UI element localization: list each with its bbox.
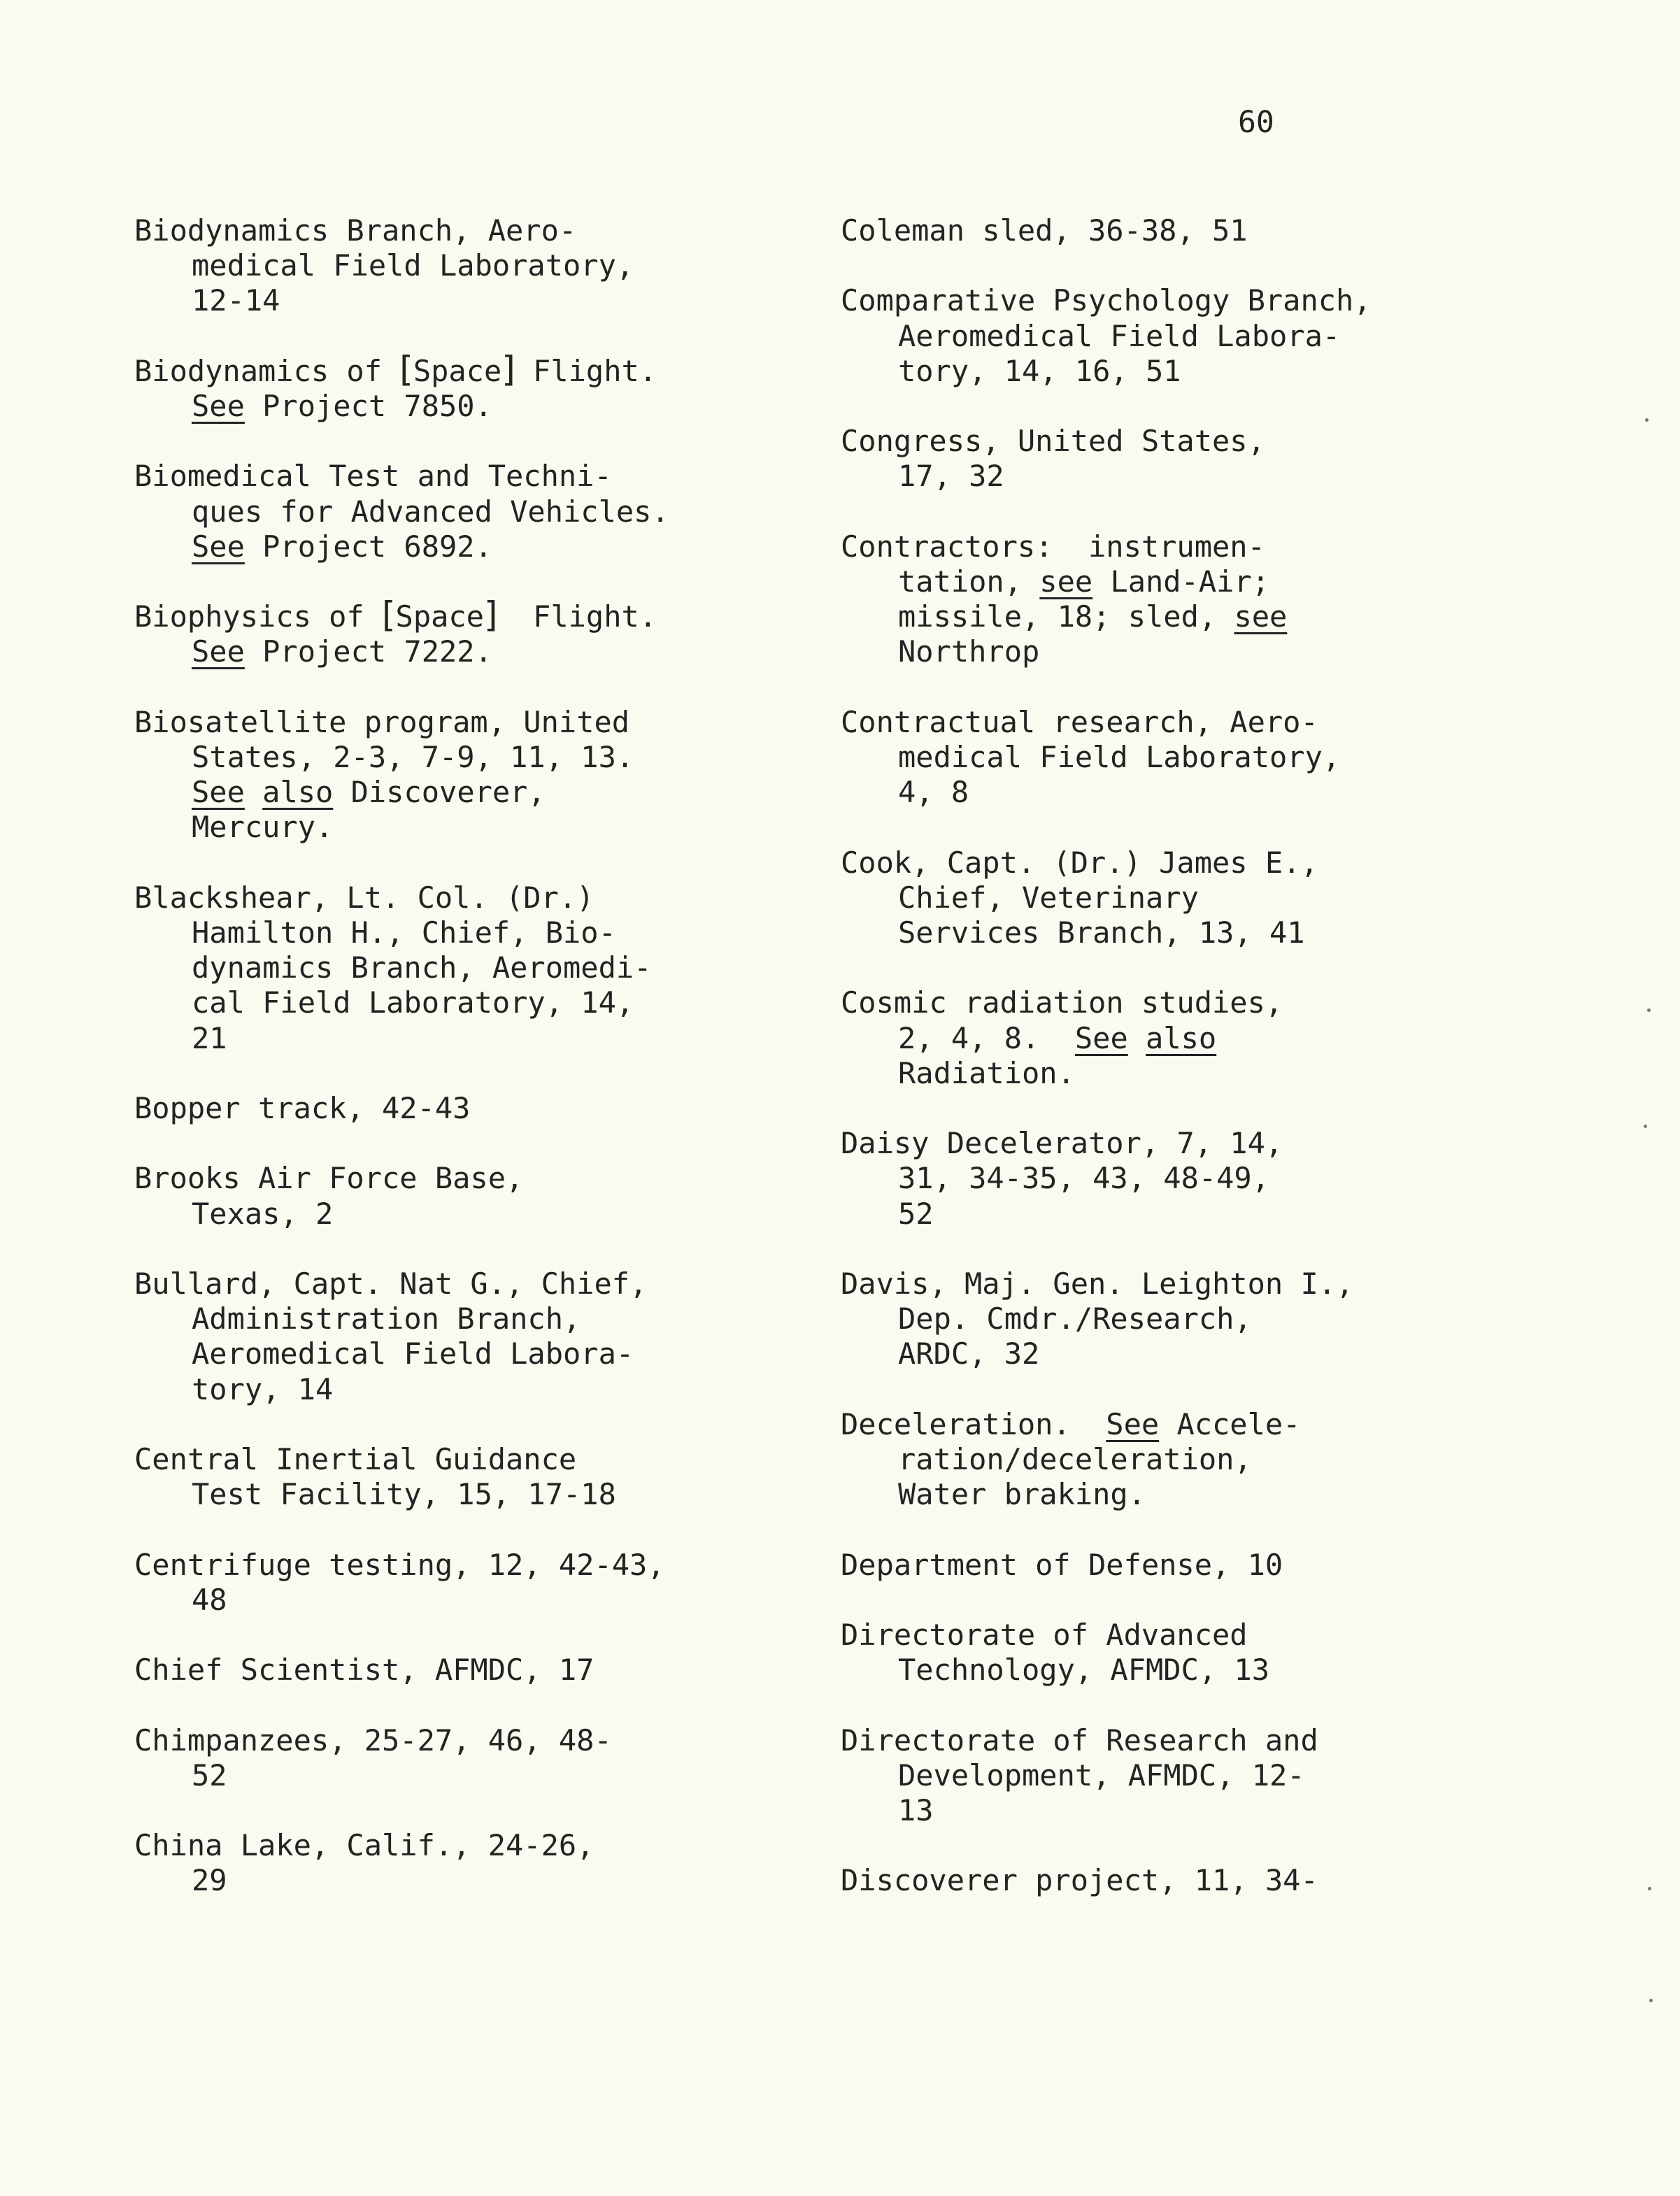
see-reference: See [192,634,245,669]
index-entry-coleman-sled: Coleman sled, 36-38, 51 [841,213,1248,248]
index-entry-brooks-afb: Brooks Air Force Base, Texas, 2 [134,1161,524,1231]
see-reference: See [192,389,245,423]
index-column-left [134,213,904,1899]
page-ref-18: 18 [1057,599,1093,634]
see-reference: See [1074,1020,1128,1055]
scan-speck [1645,418,1649,422]
index-entry-central-inertial-guidance: Central Inertial Guidance Test Facility, 15, 17-18 [134,1441,616,1512]
index-entry-comparative-psychology: Comparative Psychology Branch, Aeromedical Field Labora- tory, 14, 16, 51 [841,283,1372,388]
bracket-open: [ [382,594,396,636]
see-reference: See [1106,1406,1160,1441]
index-entry-congress: Congress, United States, 17, 32 [841,424,1265,494]
index-entry-biomedical-test: Biomedical Test and Techni- ques for Advanced Vehicles. See Project 6892. [134,459,669,564]
index-entry-contractors: Contractors: instrumen- tation, see Land-Air; missile, 18; sled, see Northrop [841,529,1288,669]
bracket-close: ] [483,594,498,636]
index-entry-chief-scientist: Chief Scientist, AFMDC, 17 [134,1653,595,1688]
index-entry-cook: Cook, Capt. (Dr.) James E., Chief, Veterinary Services Branch, 13, 41 [841,845,1318,950]
index-entry-chimpanzees: Chimpanzees, 25-27, 46, 48- 52 [134,1723,612,1792]
see-reference: See [192,775,245,810]
index-entry-biophysics-of-space-flight: Biophysics of [Space] Flight. See Project 7222. [134,594,657,669]
scan-speck [1648,1887,1651,1890]
see-reference: see [1234,599,1288,634]
index-entry-china-lake: China Lake, Calif., 24-26, 29 [134,1828,595,1898]
index-entry-department-of-defense: Department of Defense, 10 [841,1547,1283,1582]
index-entry-cosmic-radiation: Cosmic radiation studies, 2, 4, 8. See also Radiation. [841,985,1283,1090]
index-entry-centrifuge-testing: Centrifuge testing, 12, 42-43, 48 [134,1547,665,1617]
index-entry-daisy-decelerator: Daisy Decelerator, 7, 14, 31, 34-35, 43, 48-49, 52 [841,1126,1283,1231]
also-reference: also [262,775,334,810]
index-entry-directorate-research-development: Directorate of Research and Development, AFMDC, 12- 13 [841,1723,1318,1827]
index-entry-discoverer-project: Discoverer project, 11, 34- [841,1863,1318,1898]
index-entry-blackshear: Blackshear, Lt. Col. (Dr.) Hamilton H., Chief, Bio- dynamics Branch, Aeromedi- cal Field Laboratory, 14, 21 [134,880,652,1055]
page-number: 60 [1238,105,1274,140]
index-entry-deceleration: Deceleration. See Accele- ration/deceleration, Water braking. [841,1406,1301,1512]
bracket-close: ] [501,348,515,390]
index-entry-biodynamics-of-space-flight: Biodynamics of [Space] Flight. See Project 7850. [134,348,657,423]
index-entry-davis: Davis, Maj. Gen. Leighton I., Dep. Cmdr./Research, ARDC, 32 [841,1266,1354,1371]
scan-speck [1649,1999,1653,2002]
see-reference: See [192,529,245,564]
index-entry-biodynamics-branch: Biodynamics Branch, Aero- medical Field Laboratory, 12-14 [134,213,634,318]
index-entry-biosatellite-program: Biosatellite program, United States, 2-3, 7-9, 11, 13. See also Discoverer, Mercury. [134,704,634,845]
index-entry-bullard: Bullard, Capt. Nat G., Chief, Administration Branch, Aeromedical Field Labora- tory, 14 [134,1266,648,1406]
see-reference: see [1039,564,1093,599]
index-entry-contractual-research: Contractual research, Aero- medical Field Laboratory, 4, 8 [841,704,1341,810]
scan-speck [1644,1125,1647,1128]
bracket-open: [ [399,348,413,390]
index-column-right [841,213,1610,1899]
index-entry-directorate-advanced-technology: Directorate of Advanced Technology, AFMDC, 13 [841,1617,1270,1688]
also-reference: also [1146,1020,1217,1055]
index-entry-bopper-track: Bopper track, 42-43 [134,1090,471,1125]
scan-speck [1647,1008,1651,1012]
